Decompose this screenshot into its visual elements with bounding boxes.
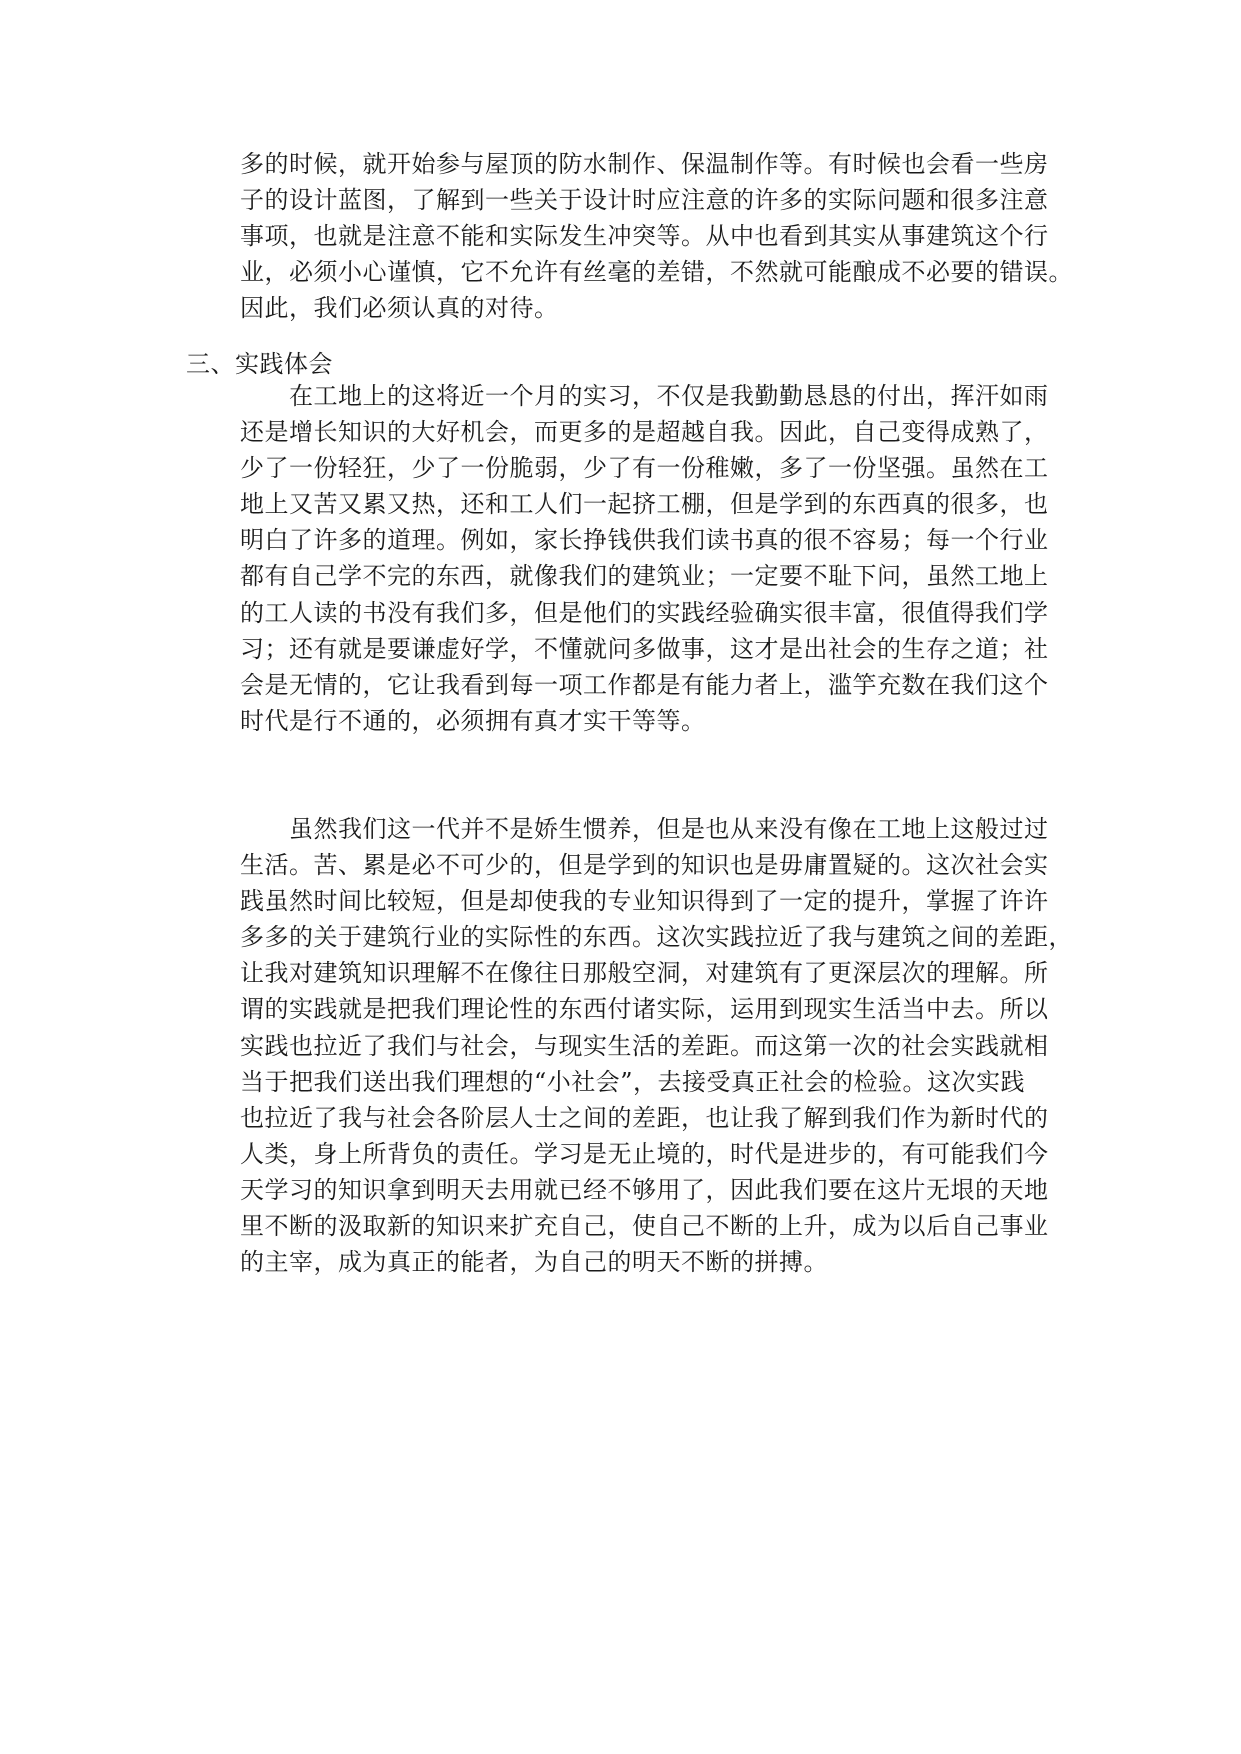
text-line: 践虽然时间比较短，但是却使我的专业知识得到了一定的提升，掌握了许许 (240, 887, 1049, 916)
text-line: 里不断的汲取新的知识来扩充自己，使自己不断的上升，成为以后自己事业 (240, 1212, 1049, 1241)
text-line: 让我对建筑知识理解不在像往日那般空洞，对建筑有了更深层次的理解。所 (240, 959, 1049, 988)
text-line: 少了一份轻狂，少了一份脆弱，少了有一份稚嫩，多了一份坚强。虽然在工 (240, 454, 1049, 483)
text-line: 会是无情的，它让我看到每一项工作都是有能力者上，滥竽充数在我们这个 (240, 670, 1049, 699)
text-line: 事项，也就是注意不能和实际发生冲突等。从中也看到其实从事建筑这个行 (240, 222, 1049, 251)
text-line: 天学习的知识拿到明天去用就已经不够用了，因此我们要在这片无垠的天地 (240, 1175, 1049, 1204)
text-line: 虽然我们这一代并不是娇生惯养，但是也从来没有像在工地上这般过过 (240, 815, 1049, 843)
text-line: 的主宰，成为真正的能者，为自己的明天不断的拼搏。 (240, 1248, 828, 1277)
intro-paragraph (240, 146, 1073, 326)
text-line: 还是增长知识的大好机会，而更多的是超越自我。因此，自己变得成熟了， (240, 418, 1049, 447)
text-line: 生活。苦、累是必不可少的，但是学到的知识也是毋庸置疑的。这次社会实 (240, 851, 1049, 880)
text-line: 子的设计蓝图，了解到一些关于设计时应注意的许多的实际问题和很多注意 (240, 186, 1049, 215)
text-line: 人类，身上所背负的责任。学习是无止境的，时代是进步的，有可能我们今 (240, 1139, 1049, 1168)
text-line: 明白了许多的道理。例如，家长挣钱供我们读书真的很不容易；每一个行业 (240, 526, 1049, 555)
text-line: 谓的实践就是把我们理论性的东西付诸实际，运用到现实生活当中去。所以 (240, 995, 1049, 1024)
text-line: 习；还有就是要谦虚好学，不懂就问多做事，这才是出社会的生存之道；社 (240, 634, 1049, 663)
section-heading: 三、实践体会 (186, 350, 333, 378)
practice-paragraph-1 (240, 378, 1049, 739)
text-line: 多的时候，就开始参与屋顶的防水制作、保温制作等。有时候也会看一些房 (240, 150, 1049, 178)
text-line: 当于把我们送出我们理想的“小社会”，去接受真正社会的检验。这次实践 (240, 1067, 1026, 1096)
text-line: 多多的关于建筑行业的实际性的东西。这次实践拉近了我与建筑之间的差距， (240, 923, 1073, 952)
text-line: 实践也拉近了我们与社会，与现实生活的差距。而这第一次的社会实践就相 (240, 1031, 1049, 1060)
text-line: 在工地上的这将近一个月的实习，不仅是我勤勤恳恳的付出，挥汗如雨 (240, 382, 1049, 410)
text-line: 的工人读的书没有我们多，但是他们的实践经验确实很丰富，很值得我们学 (240, 598, 1049, 627)
text-line: 时代是行不通的，必须拥有真才实干等等。 (240, 706, 706, 735)
text-line: 业，必须小心谨慎，它不允许有丝毫的差错，不然就可能酿成不必要的错误。 (240, 258, 1073, 287)
text-line: 因此，我们必须认真的对待。 (240, 294, 559, 323)
practice-paragraph-2 (240, 811, 1073, 1280)
text-line: 地上又苦又累又热，还和工人们一起挤工棚，但是学到的东西真的很多，也 (240, 490, 1049, 519)
text-line: 都有自己学不完的东西，就像我们的建筑业；一定要不耻下问，虽然工地上 (240, 562, 1049, 591)
text-line: 也拉近了我与社会各阶层人士之间的差距，也让我了解到我们作为新时代的 (240, 1103, 1049, 1132)
